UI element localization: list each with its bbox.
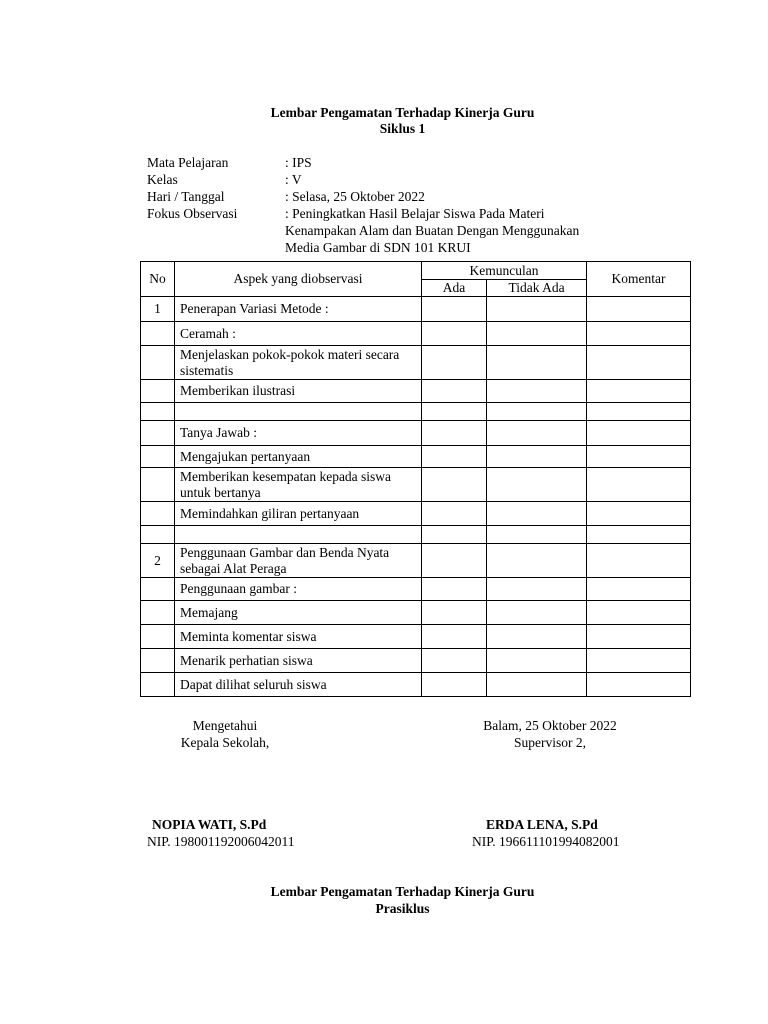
header-komentar: Komentar xyxy=(587,262,691,297)
row-aspek: Memberikan ilustrasi xyxy=(175,380,422,403)
row-no xyxy=(141,403,175,421)
row-komentar xyxy=(587,421,691,446)
meta-value: Kenampakan Alam dan Buatan Dengan Menggunakan xyxy=(285,223,580,238)
meta-value: : Selasa, 25 Oktober 2022 xyxy=(285,189,425,204)
meta-value: Media Gambar di SDN 101 KRUI xyxy=(285,240,471,255)
row-no xyxy=(141,322,175,346)
meta-row xyxy=(147,239,645,256)
row-ada xyxy=(422,526,487,544)
table-row xyxy=(141,578,691,601)
row-no xyxy=(141,446,175,468)
row-ada xyxy=(422,446,487,468)
meta-value: : V xyxy=(285,172,302,187)
left-sign-line1: Mengetahui xyxy=(192,718,258,733)
row-ada xyxy=(422,649,487,673)
row-aspek xyxy=(175,403,422,421)
meta-row xyxy=(147,154,645,171)
row-no xyxy=(141,601,175,625)
row-aspek: Dapat dilihat seluruh siswa xyxy=(175,673,422,697)
row-aspek: Menjelaskan pokok-pokok materi secara sistematis xyxy=(175,346,422,380)
table-row xyxy=(141,421,691,446)
header-no: No xyxy=(141,262,175,297)
row-no xyxy=(141,625,175,649)
row-no: 2 xyxy=(141,544,175,578)
meta-value: : Peningkatkan Hasil Belajar Siswa Pada Materi xyxy=(285,206,545,221)
document-title: Lembar Pengamatan Terhadap Kinerja Guru xyxy=(270,105,535,120)
row-tidak-ada xyxy=(487,544,587,578)
row-aspek: Penerapan Variasi Metode : xyxy=(175,297,422,322)
row-tidak-ada xyxy=(487,403,587,421)
row-aspek: Mengajukan pertanyaan xyxy=(175,446,422,468)
row-tidak-ada xyxy=(487,297,587,322)
header-tidak-ada: Tidak Ada xyxy=(487,280,587,297)
meta-label xyxy=(147,239,285,256)
row-aspek: Menarik perhatian siswa xyxy=(175,649,422,673)
document-subtitle: Siklus 1 xyxy=(379,121,426,136)
table-row xyxy=(141,625,691,649)
row-aspek: Memajang xyxy=(175,601,422,625)
table-row xyxy=(141,468,691,502)
row-no xyxy=(141,421,175,446)
row-tidak-ada xyxy=(487,578,587,601)
row-aspek: Meminta komentar siswa xyxy=(175,625,422,649)
left-signer-name: NOPIA WATI, S.Pd xyxy=(152,817,267,832)
row-tidak-ada xyxy=(487,502,587,526)
next-section-title: Lembar Pengamatan Terhadap Kinerja Guru xyxy=(270,884,535,899)
row-komentar xyxy=(587,502,691,526)
table-row xyxy=(141,502,691,526)
row-komentar xyxy=(587,297,691,322)
row-tidak-ada xyxy=(487,673,587,697)
row-aspek: Penggunaan Gambar dan Benda Nyata sebagai Alat Peraga xyxy=(175,544,422,578)
row-ada xyxy=(422,468,487,502)
table-row xyxy=(141,403,691,421)
right-sign-line1: Balam, 25 Oktober 2022 xyxy=(483,718,617,733)
row-aspek xyxy=(175,526,422,544)
meta-label: Mata Pelajaran xyxy=(147,155,229,170)
row-komentar xyxy=(587,403,691,421)
row-no xyxy=(141,468,175,502)
row-tidak-ada xyxy=(487,649,587,673)
row-no xyxy=(141,673,175,697)
meta-row xyxy=(147,188,645,205)
table-row xyxy=(141,322,691,346)
row-ada xyxy=(422,403,487,421)
meta-label xyxy=(147,222,285,239)
table-row xyxy=(141,601,691,625)
row-ada xyxy=(422,502,487,526)
row-tidak-ada xyxy=(487,468,587,502)
row-no xyxy=(141,502,175,526)
row-tidak-ada xyxy=(487,322,587,346)
row-komentar xyxy=(587,649,691,673)
row-aspek: Memindahkan giliran pertanyaan xyxy=(175,502,422,526)
row-komentar xyxy=(587,625,691,649)
row-komentar xyxy=(587,578,691,601)
header-ada: Ada xyxy=(422,280,487,297)
row-komentar xyxy=(587,673,691,697)
row-ada xyxy=(422,578,487,601)
row-tidak-ada xyxy=(487,526,587,544)
row-komentar xyxy=(587,468,691,502)
row-komentar xyxy=(587,380,691,403)
meta-value: : IPS xyxy=(285,155,312,170)
table-row xyxy=(141,544,691,578)
table-row xyxy=(141,446,691,468)
meta-label: Kelas xyxy=(147,172,178,187)
meta-row xyxy=(147,171,645,188)
row-no xyxy=(141,526,175,544)
row-ada xyxy=(422,673,487,697)
row-no xyxy=(141,346,175,380)
left-signer-nip: NIP. 198001192006042011 xyxy=(147,834,295,849)
row-komentar xyxy=(587,322,691,346)
table-row xyxy=(141,297,691,322)
row-tidak-ada xyxy=(487,380,587,403)
table-row xyxy=(141,526,691,544)
header-kemunculan: Kemunculan xyxy=(422,262,587,280)
meta-info xyxy=(147,154,645,256)
meta-row xyxy=(147,222,645,239)
row-komentar xyxy=(587,544,691,578)
row-no: 1 xyxy=(141,297,175,322)
right-signer-nip: NIP. 196611101994082001 xyxy=(472,834,620,849)
row-ada xyxy=(422,601,487,625)
row-komentar xyxy=(587,346,691,380)
row-ada xyxy=(422,625,487,649)
table-row xyxy=(141,346,691,380)
row-tidak-ada xyxy=(487,625,587,649)
row-komentar xyxy=(587,526,691,544)
left-signature-block xyxy=(160,717,290,751)
right-signature-block xyxy=(465,717,635,751)
row-tidak-ada xyxy=(487,446,587,468)
row-aspek: Ceramah : xyxy=(175,322,422,346)
row-ada xyxy=(422,346,487,380)
meta-row xyxy=(147,205,645,222)
table-row xyxy=(141,673,691,697)
row-tidak-ada xyxy=(487,346,587,380)
row-no xyxy=(141,578,175,601)
row-aspek: Tanya Jawab : xyxy=(175,421,422,446)
row-aspek: Penggunaan gambar : xyxy=(175,578,422,601)
row-tidak-ada xyxy=(487,601,587,625)
meta-label: Hari / Tanggal xyxy=(147,189,225,204)
row-no xyxy=(141,649,175,673)
row-ada xyxy=(422,421,487,446)
row-komentar xyxy=(587,601,691,625)
meta-label: Fokus Observasi xyxy=(147,206,238,221)
row-ada xyxy=(422,544,487,578)
right-signer-name: ERDA LENA, S.Pd xyxy=(486,817,598,832)
row-komentar xyxy=(587,446,691,468)
observation-table xyxy=(140,261,691,697)
left-sign-line2: Kepala Sekolah, xyxy=(180,735,270,750)
row-ada xyxy=(422,297,487,322)
header-aspek: Aspek yang diobservasi xyxy=(175,262,422,297)
row-no xyxy=(141,380,175,403)
row-tidak-ada xyxy=(487,421,587,446)
table-row xyxy=(141,380,691,403)
right-sign-line2: Supervisor 2, xyxy=(514,735,586,750)
row-ada xyxy=(422,322,487,346)
row-ada xyxy=(422,380,487,403)
next-section-subtitle: Prasiklus xyxy=(375,901,430,916)
table-row xyxy=(141,649,691,673)
row-aspek: Memberikan kesempatan kepada siswa untuk bertanya xyxy=(175,468,422,502)
